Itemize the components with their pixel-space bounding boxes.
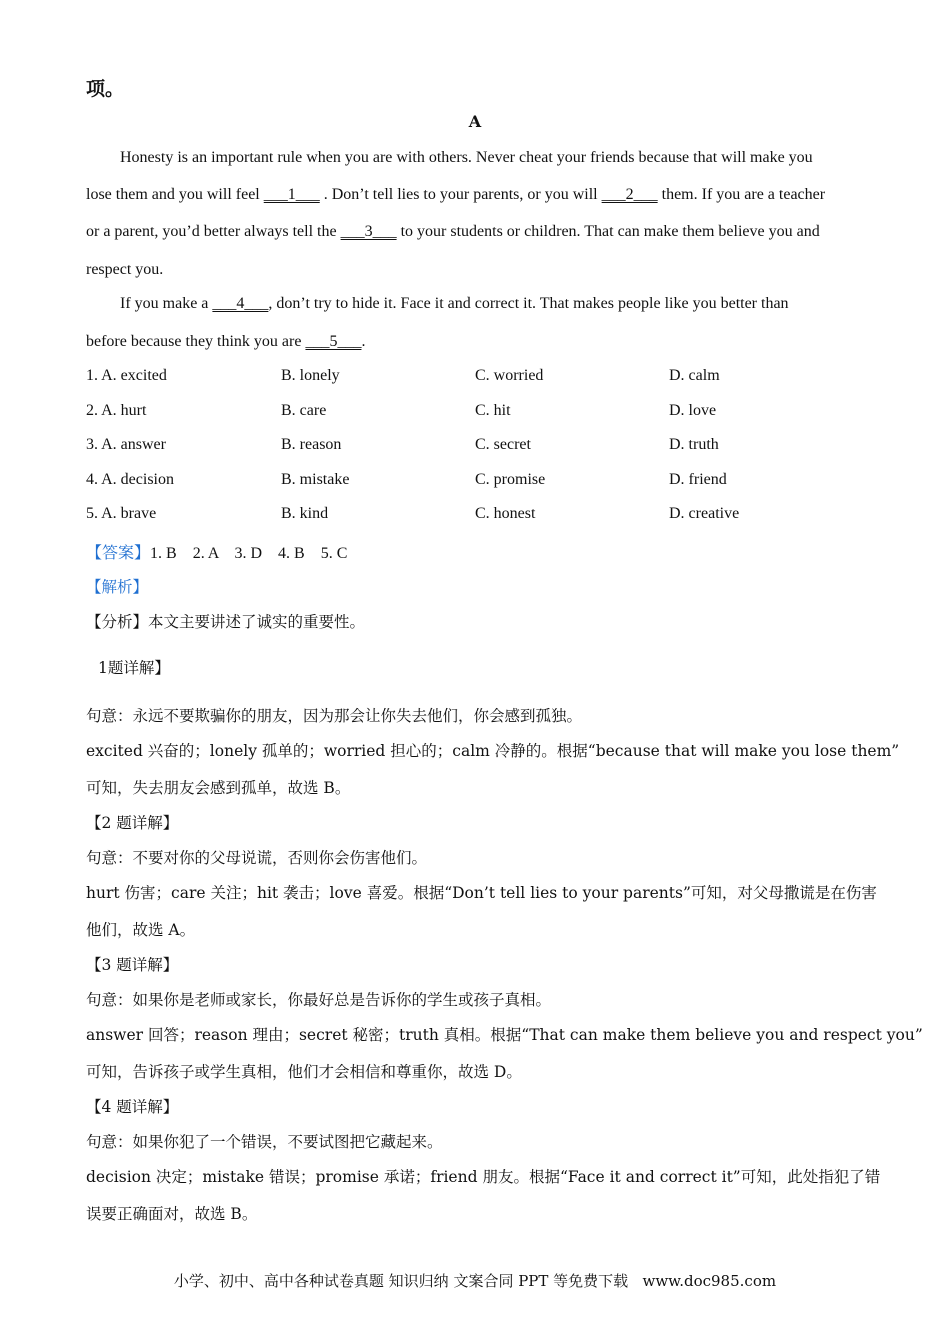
question-3-option-b: B. reason [281, 436, 342, 453]
analysis-label: 【解析】 [86, 578, 149, 596]
answer-label: 【答案】 [86, 545, 151, 562]
question-4-option-c: C. promise [475, 471, 546, 488]
passage-line: lose them and you will feel ___1___ . Don’t tell lies to your parents, or you will ___2___ them. If you are a teacher [86, 186, 826, 203]
q1-explanation: 可知，失去朋友会感到孤单，故选 B。 [86, 779, 351, 797]
passage-line: Honesty is an important rule when you are with others. Never cheat your friends because that will make you [120, 149, 813, 166]
passage-line: respect you. [86, 261, 164, 278]
question-2-option-d: D. love [669, 402, 717, 419]
question-1-option-d: D. calm [669, 367, 720, 384]
question-2-option-b: B. care [281, 402, 327, 419]
q3-detail-title: 【3 题详解】 [86, 956, 179, 974]
q3-explanation: answer 回答；reason 理由；secret 秘密；truth 真相。根据“That can make them believe you and respect you” [86, 1026, 923, 1044]
question-2-option-c: C. hit [475, 402, 511, 419]
blank-4: ___4___ [212, 295, 269, 312]
question-4-option-a: 4. A. decision [86, 471, 174, 488]
question-3-option-a: 3. A. answer [86, 436, 166, 453]
analysis-summary: 【分析】本文主要讲述了诚实的重要性。 [86, 613, 366, 631]
passage-title: A [468, 112, 482, 131]
question-3-option-d: D. truth [669, 436, 719, 453]
question-5-option-d: D. creative [669, 505, 740, 522]
blank-2: ___2___ [601, 186, 658, 203]
q4-explanation: 误要正确面对，故选 B。 [86, 1205, 258, 1223]
passage-line: before because they think you are ___5___. [86, 333, 366, 350]
q2-explanation: 他们，故选 A。 [86, 921, 196, 939]
q1-meaning: 句意：永远不要欺骗你的朋友，因为那会让你失去他们，你会感到孤独。 [86, 707, 583, 725]
section-heading: 项。 [86, 78, 125, 100]
q4-meaning: 句意：如果你犯了一个错误，不要试图把它藏起来。 [86, 1133, 443, 1151]
question-1-option-a: 1. A. excited [86, 367, 167, 384]
question-4-option-d: D. friend [669, 471, 727, 488]
blank-1: ___1___ [263, 186, 320, 203]
answer-line [86, 540, 347, 563]
question-5-option-c: C. honest [475, 505, 536, 522]
q3-meaning: 句意：如果你是老师或家长，你最好总是告诉你的学生或孩子真相。 [86, 991, 552, 1009]
q1-explanation: excited 兴奋的；lonely 孤单的；worried 担心的；calm 冷静的。根据“because that will make you lose them” [86, 742, 900, 760]
question-2-option-a: 2. A. hurt [86, 402, 147, 419]
question-4-option-b: B. mistake [281, 471, 350, 488]
passage-line: If you make a ___4___, don’t try to hide it. Face it and correct it. That makes people like you better than [120, 295, 789, 312]
question-1-option-b: B. lonely [281, 367, 340, 384]
question-5-option-a: 5. A. brave [86, 505, 157, 522]
blank-3: ___3___ [340, 223, 397, 240]
q3-explanation: 可知，告诉孩子或学生真相，他们才会相信和尊重你，故选 D。 [86, 1063, 522, 1081]
question-3-option-c: C. secret [475, 436, 531, 453]
question-5-option-b: B. kind [281, 505, 329, 522]
question-1-option-c: C. worried [475, 367, 544, 384]
page-footer: 小学、初中、高中各种试卷真题 知识归纳 文案合同 PPT 等免费下载 www.doc985.com [173, 1272, 777, 1290]
answer-text: 1. B 2. A 3. D 4. B 5. C [150, 545, 348, 562]
q4-detail-title: 【4 题详解】 [86, 1098, 179, 1116]
blank-5: ___5___ [305, 333, 362, 350]
q2-explanation: hurt 伤害；care 关注；hit 袭击；love 喜爱。根据“Don’t tell lies to your parents”可知，对父母撒谎是在伤害 [86, 884, 877, 902]
q2-detail-title: 【2 题详解】 [86, 814, 179, 832]
q2-meaning: 句意：不要对你的父母说谎，否则你会伤害他们。 [86, 849, 428, 867]
q1-detail-title: 1题详解】 [98, 659, 170, 677]
passage-line: or a parent, you’d better always tell the ___3___ to your students or children. That can make them believe you and [86, 223, 820, 240]
q4-explanation: decision 决定；mistake 错误；promise 承诺；friend 朋友。根据“Face it and correct it”可知，此处指犯了错 [86, 1168, 881, 1186]
